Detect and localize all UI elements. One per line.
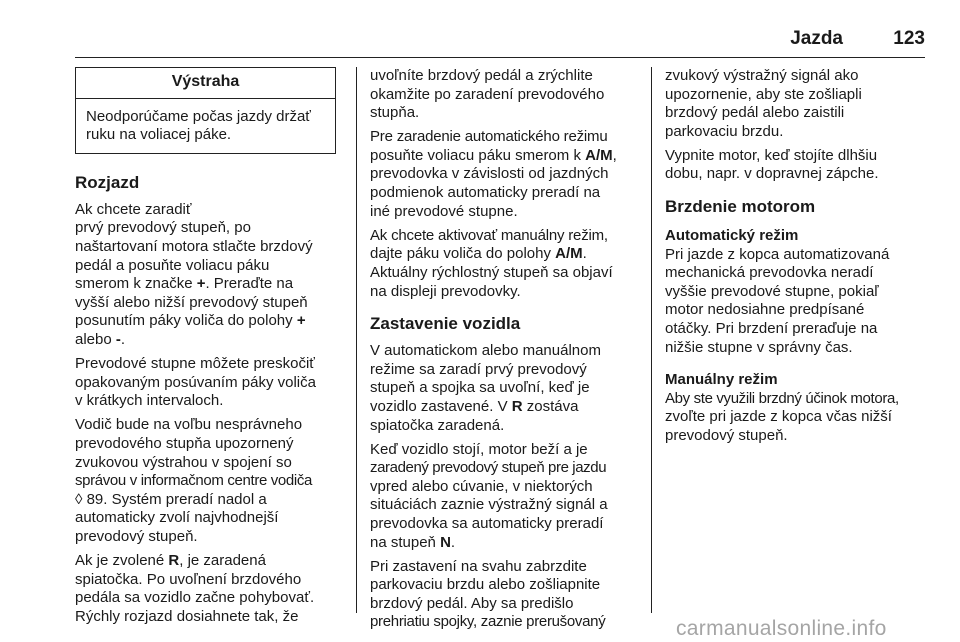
page-reference[interactable]: ◊ 89. Systém preradí nadol a bbox=[75, 490, 267, 508]
gear-r-symbol: R bbox=[511, 397, 523, 415]
subheading-automaticky-rezim: Automatický režim bbox=[665, 227, 799, 245]
text-line bbox=[75, 312, 345, 331]
warning-title: Výstraha bbox=[76, 68, 335, 99]
text-line bbox=[370, 245, 640, 264]
text-line: Aby ste využili brzdný účinok motora, bbox=[665, 389, 899, 407]
text-line bbox=[370, 398, 640, 417]
text-line bbox=[75, 275, 345, 294]
text-line: Ak chcete aktivovať manuálny režim, bbox=[370, 226, 608, 244]
paragraph bbox=[370, 67, 640, 123]
text-line bbox=[370, 534, 640, 553]
text-fragment: dajte páku voliča do polohy bbox=[370, 245, 556, 263]
text-line: Pri zastavení na svahu zabrzdite bbox=[370, 557, 587, 575]
paragraph bbox=[75, 355, 345, 411]
text-line: zvukový výstražný signál ako bbox=[665, 67, 859, 84]
heading-zastavenie-vozidla: Zastavenie vozidla bbox=[370, 314, 521, 334]
am-symbol: A/M bbox=[585, 146, 613, 164]
gear-n-symbol: N bbox=[440, 533, 451, 551]
text-line: Prevodové stupne môžete preskočiť bbox=[75, 355, 315, 373]
section-title: Jazda bbox=[790, 28, 843, 49]
text-line: motor nedosiahne predpísané bbox=[665, 301, 865, 319]
text-line: naštartovaní motora stlačte brzdový bbox=[75, 237, 313, 255]
paragraph bbox=[665, 67, 930, 141]
text-line: vyššie prevodové stupne, pokiaľ bbox=[665, 282, 879, 300]
plus-symbol: + bbox=[196, 275, 206, 293]
text-line: Ak chcete zaradiť bbox=[75, 200, 192, 218]
text-line: stupeň a spojka sa uvoľní, keď je bbox=[370, 379, 590, 397]
header-rule bbox=[75, 57, 925, 58]
column-divider-2 bbox=[651, 67, 652, 613]
text-line: prvý prevodový stupeň, po bbox=[75, 219, 251, 237]
text-line: prevodový stupeň. bbox=[75, 527, 198, 545]
text-fragment: , je zaradená bbox=[179, 551, 266, 569]
text-fragment: vozidlo zastavené. V bbox=[370, 397, 512, 415]
text-line: prevodového stupňa upozornený bbox=[75, 434, 294, 452]
text-line: situáciách zaznie výstražný signál a bbox=[370, 496, 608, 514]
text-line: pedála sa vozidlo začne pohybovať. bbox=[75, 589, 315, 607]
text-line: Pre zaradenie automatického režimu bbox=[370, 128, 608, 146]
text-line: prevodovka sa automaticky preradí bbox=[370, 514, 604, 532]
text-line: Aktuálny rýchlostný stupeň sa objaví bbox=[370, 263, 613, 281]
gear-r-symbol: R bbox=[168, 551, 180, 569]
text-line: nižšie stupne v správny čas. bbox=[665, 338, 853, 356]
paragraph bbox=[75, 201, 345, 350]
paragraph bbox=[75, 552, 345, 626]
text-line: opakovaným posúvaním páky voliča bbox=[75, 373, 316, 391]
text-line: Neodporúčame počas jazdy držať bbox=[86, 107, 311, 125]
paragraph bbox=[370, 227, 640, 301]
text-line: parkovaciu brzdu alebo zošliapnite bbox=[370, 576, 601, 594]
text-fragment: posuňte voliacu páku smerom k bbox=[370, 146, 586, 164]
text-line: Pri jazde z kopca automatizovaná bbox=[665, 245, 890, 263]
text-fragment: na stupeň bbox=[370, 533, 441, 551]
text-line: na displeji prevodovky. bbox=[370, 282, 521, 300]
text-line: zaradený prevodový stupeň pre jazdu bbox=[370, 459, 607, 477]
text-line: Vodič bude na voľbu nesprávneho bbox=[75, 416, 303, 434]
text-line: zvoľte pri jazde z kopca včas nižší bbox=[665, 408, 892, 426]
paragraph bbox=[370, 558, 640, 632]
text-fragment: , bbox=[612, 146, 617, 164]
text-line bbox=[370, 147, 640, 166]
text-line: uvoľníte brzdový pedál a zrýchlite bbox=[370, 67, 593, 84]
text-fragment: . bbox=[582, 245, 587, 263]
text-line: V automatickom alebo manuálnom bbox=[370, 342, 601, 360]
text-line: brzdový pedál alebo zaistili bbox=[665, 104, 845, 122]
text-line: prevodový stupeň. bbox=[665, 427, 788, 444]
column-divider-1 bbox=[356, 67, 357, 613]
text-fragment: . bbox=[450, 533, 456, 551]
paragraph bbox=[75, 416, 345, 546]
warning-text bbox=[76, 99, 335, 153]
paragraph bbox=[370, 128, 640, 221]
warning-box bbox=[75, 67, 336, 154]
text-line: správou v informačnom centre vodiča bbox=[75, 472, 313, 490]
text-line: vpred alebo cúvanie, v niektorých bbox=[370, 477, 593, 495]
paragraph bbox=[370, 441, 640, 553]
text-line: dobu, napr. v dopravnej zápche. bbox=[665, 165, 879, 183]
text-line: spiatočka. Po uvoľnení brzdového bbox=[75, 570, 302, 588]
text-fragment: smerom k značke bbox=[75, 275, 197, 293]
text-line: upozornenie, aby ste zošliapli bbox=[665, 85, 862, 103]
text-line: iné prevodové stupne. bbox=[370, 202, 518, 220]
text-fragment: . Preraďte na bbox=[205, 275, 294, 293]
column-1 bbox=[75, 67, 345, 632]
text-fragment: . bbox=[120, 330, 126, 348]
text-fragment: Ak je zvolené bbox=[75, 551, 169, 569]
text-line: spiatočka zaradená. bbox=[370, 416, 505, 434]
text-line: Vypnite motor, keď stojíte dlhšiu bbox=[665, 146, 878, 164]
text-line: v krátkych intervaloch. bbox=[75, 392, 224, 410]
text-line: otáčky. Pri brzdení preraďuje na bbox=[665, 320, 878, 338]
text-line: podmienok automaticky preradí na bbox=[370, 184, 601, 202]
paragraph bbox=[665, 390, 930, 446]
page-header bbox=[75, 28, 925, 54]
subheading-manualny-rezim: Manuálny režim bbox=[665, 371, 778, 389]
column-2 bbox=[370, 67, 640, 638]
heading-brzdenie-motorom: Brzdenie motorom bbox=[665, 197, 816, 217]
text-line: pedál a posuňte voliacu páku bbox=[75, 256, 270, 274]
column-3 bbox=[665, 67, 930, 451]
text-line bbox=[75, 331, 345, 350]
watermark: carmanualsonline.info bbox=[676, 617, 887, 640]
plus-symbol: + bbox=[296, 312, 306, 330]
text-line: mechanická prevodovka neradí bbox=[665, 264, 874, 282]
text-line: prevodovka v závislosti od jazdných bbox=[370, 165, 609, 183]
text-line: prehriatiu spojky, zaznie prerušovaný bbox=[370, 613, 606, 631]
page-number: 123 bbox=[893, 28, 925, 49]
minus-symbol: - bbox=[115, 330, 121, 348]
text-line: parkovaciu brzdu. bbox=[665, 122, 784, 140]
heading-rozjazd: Rozjazd bbox=[75, 172, 140, 192]
paragraph bbox=[370, 342, 640, 435]
am-symbol: A/M bbox=[555, 245, 583, 263]
text-line: automaticky zvolí najvhodnejší bbox=[75, 509, 279, 527]
text-fragment: posunutím páky voliča do polohy bbox=[75, 312, 297, 330]
text-line bbox=[75, 552, 345, 571]
text-fragment: alebo bbox=[75, 330, 116, 348]
text-fragment: zostáva bbox=[522, 397, 579, 415]
paragraph bbox=[665, 246, 930, 358]
text-line: okamžite po zaradení prevodového bbox=[370, 85, 605, 103]
text-line: zvukovou výstrahou v spojení so bbox=[75, 453, 292, 471]
text-line: vyšší alebo nižší prevodový stupeň bbox=[75, 293, 308, 311]
text-line: Rýchly rozjazd dosiahnete tak, že bbox=[75, 607, 299, 625]
text-line: Keď vozidlo stojí, motor beží a je bbox=[370, 440, 588, 458]
text-line: stupňa. bbox=[370, 104, 420, 122]
text-line: režime sa zaradí prvý prevodový bbox=[370, 360, 587, 378]
paragraph bbox=[665, 147, 930, 184]
text-line: ruku na voliacej páke. bbox=[86, 126, 232, 144]
text-line: brzdový pedál. Aby sa predišlo bbox=[370, 594, 574, 612]
